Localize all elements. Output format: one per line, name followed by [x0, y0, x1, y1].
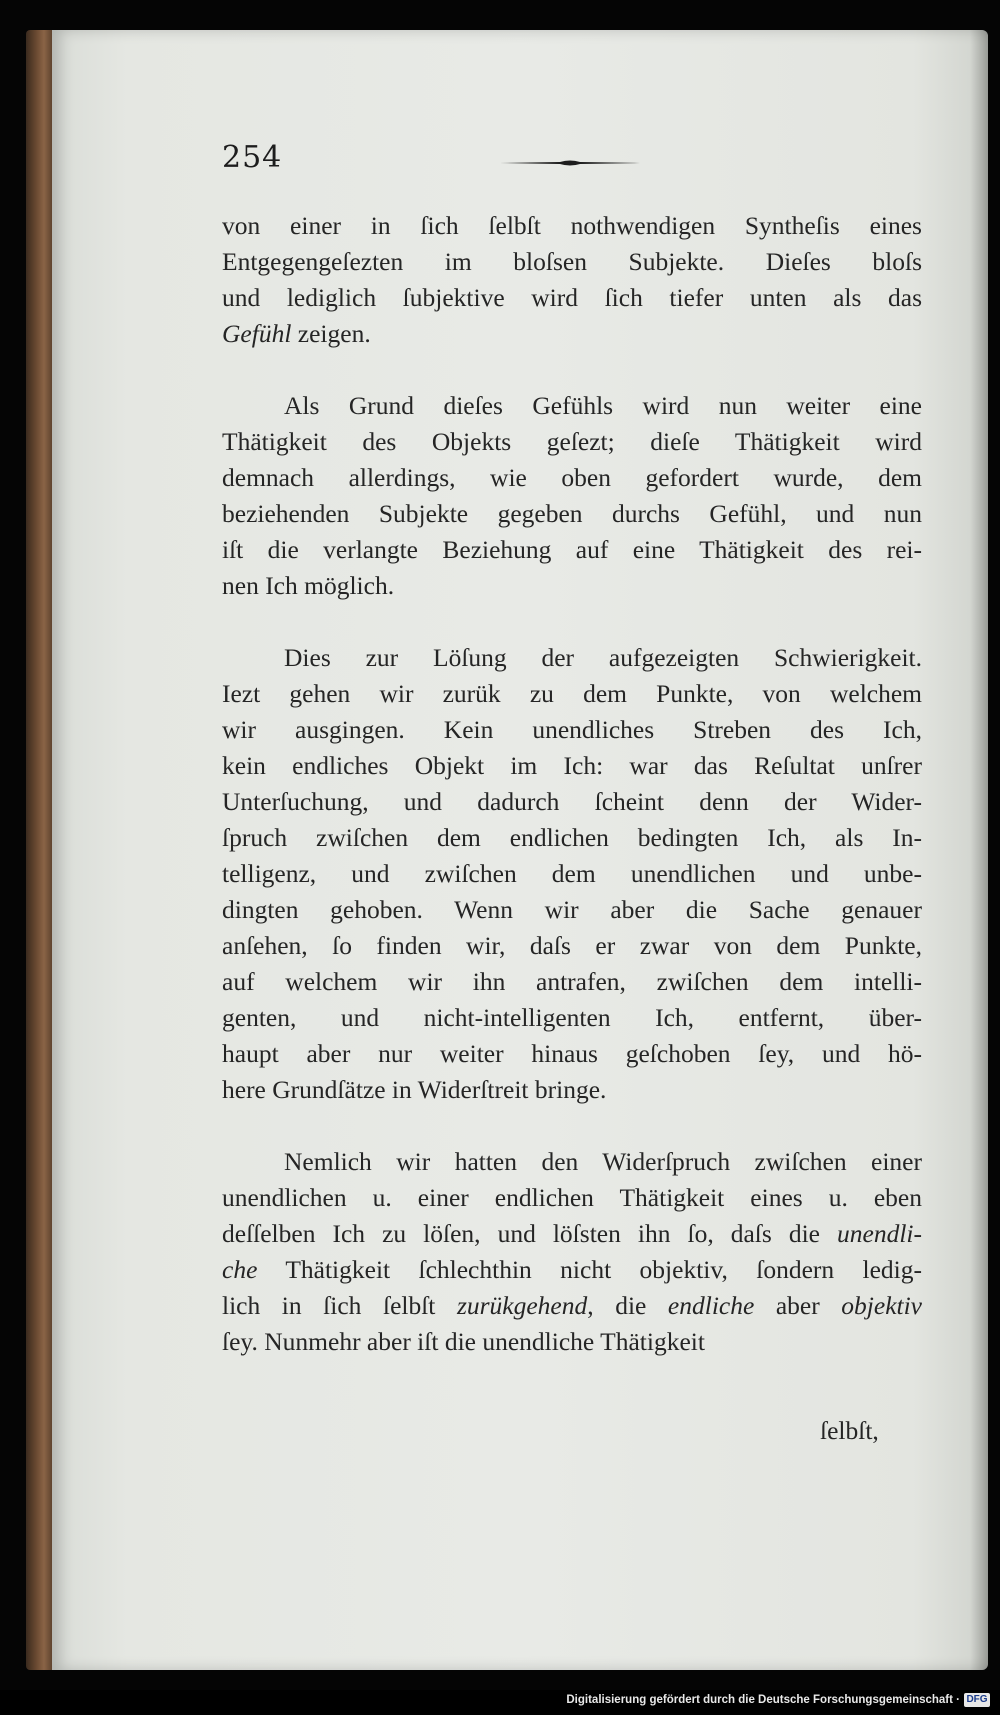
- paragraph: [222, 388, 922, 604]
- page-header: [170, 140, 910, 190]
- text-line: haupt aber nur weiter hinaus geſchoben ſey, und hö-: [222, 1039, 922, 1068]
- page-number: 254: [222, 140, 283, 175]
- text-line: Nemlich wir hatten den Widerſpruch zwiſchen einer: [284, 1147, 922, 1176]
- text-line: iſt die verlangte Beziehung auf eine Thätigkeit des rei-: [222, 535, 922, 564]
- text-line: Iezt gehen wir zurük zu dem Punkte, von welchem: [222, 679, 922, 708]
- text-line: ſpruch zwiſchen dem endlichen bedingten Ich, als In-: [222, 823, 922, 852]
- text-line: dingten gehoben. Wenn wir aber die Sache genauer: [222, 895, 922, 924]
- text-line: telligenz, und zwiſchen dem unendlichen und unbe-: [222, 859, 922, 888]
- text-line: lich in ſich ſelbſt zurükgehend, die endliche aber objektiv: [222, 1291, 923, 1320]
- text-line: here Grundſätze in Widerſtreit bringe.: [222, 1075, 607, 1104]
- text-line: Unterſuchung, und dadurch ſcheint denn der Wider-: [222, 787, 922, 816]
- text-line: Als Grund dieſes Gefühls wird nun weiter eine: [284, 391, 922, 420]
- text-line: che Thätigkeit ſchlechthin nicht objektiv, ſondern ledig-: [222, 1255, 922, 1284]
- text-line: Thätigkeit des Objekts geſezt; dieſe Thätigkeit wird: [222, 427, 922, 456]
- text-line: Gefühl zeigen.: [222, 319, 371, 348]
- paragraph: [222, 208, 922, 352]
- text-line: wir ausgingen. Kein unendliches Streben des Ich,: [222, 715, 922, 744]
- text-line: Dies zur Löſung der aufgezeigten Schwierigkeit.: [284, 643, 922, 672]
- catchword: ſelbſt,: [820, 1416, 879, 1445]
- text-line: deſſelben Ich zu löſen, und löſsten ihn ſo, daſs die unendli-: [222, 1219, 922, 1248]
- text-line: auf welchem wir ihn antrafen, zwiſchen dem intelli-: [222, 967, 922, 996]
- text-line: von einer in ſich ſelbſt nothwendigen Syntheſis eines: [222, 211, 922, 240]
- text-line: und lediglich ſubjektive wird ſich tiefer unten als das: [222, 283, 922, 312]
- paragraph: [222, 1144, 922, 1360]
- dfg-logo: DFG: [964, 1693, 990, 1707]
- text-line: beziehenden Subjekte gegeben durchs Gefühl, und nun: [222, 499, 922, 528]
- text-line: demnach allerdings, wie oben gefordert wurde, dem: [222, 463, 922, 492]
- text-line: kein endliches Objekt im Ich: war das Reſultat unſrer: [222, 751, 922, 780]
- text-line: nen Ich möglich.: [222, 571, 395, 600]
- paragraph: [222, 640, 922, 1108]
- text-line: ſey. Nunmehr aber iſt die unendliche Thätigkeit: [222, 1327, 705, 1356]
- text-line: anſehen, ſo finden wir, daſs er zwar von dem Punkte,: [222, 931, 922, 960]
- body-text: [222, 208, 922, 1396]
- ornament-rule: [500, 158, 640, 168]
- footer-credit: Digitalisierung gefördert durch die Deutsche Forschungsgemeinschaft ·: [566, 1694, 960, 1706]
- text-line: genten, und nicht-intelligenten Ich, entfernt, über-: [222, 1003, 922, 1032]
- text-line: unendlichen u. einer endlichen Thätigkeit eines u. eben: [222, 1183, 922, 1212]
- page-edge-shadow: [970, 30, 988, 1670]
- text-line: Entgegengeſezten im bloſsen Subjekte. Dieſes bloſs: [222, 247, 922, 276]
